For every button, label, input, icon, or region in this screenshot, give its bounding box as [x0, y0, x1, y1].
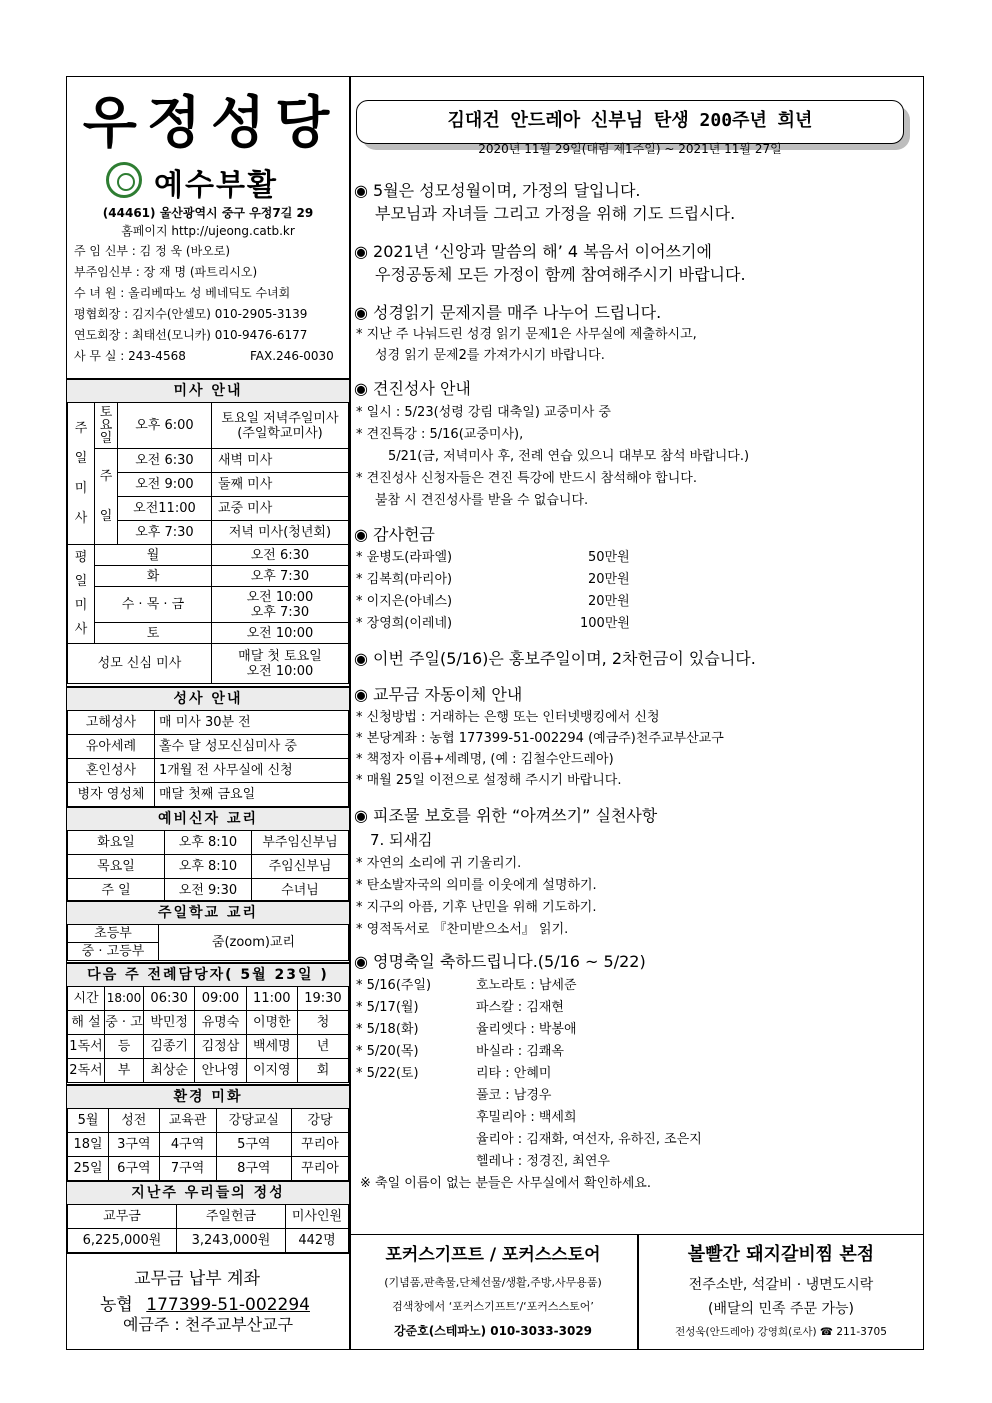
- account-number: 177399-51-002294: [146, 1295, 310, 1315]
- feast-names: 헬레나 : 정경진, 최연우: [476, 1154, 610, 1169]
- offering-value: 3,243,000원: [177, 1229, 286, 1253]
- catechumen-table: [67, 830, 349, 903]
- cleaning-head: 성전: [109, 1109, 160, 1133]
- staff-council: 평협회장 : 김지수(안셀모) 010-2905-3139: [74, 307, 308, 321]
- weekday-time: 오후 7:30: [211, 566, 348, 587]
- weekday-time: 오전 10:00 오후 7:30: [211, 587, 348, 623]
- address: (44461) 울산광역시 중구 우정7길 29: [102, 206, 314, 220]
- catechumen-day: 목요일: [68, 855, 165, 879]
- catechumen-day: 화요일: [68, 831, 165, 855]
- notice-bible-line: 우정공동체 모든 가정이 함께 참여해주시기 바랍니다.: [375, 265, 746, 284]
- thanks-amount: 50만원: [588, 550, 630, 565]
- cleaning-cell: 3구역: [109, 1133, 160, 1157]
- weekday-day: 월: [95, 545, 212, 566]
- ad-left-items: (기념품,판촉물,단체선물/생활,주방,사무용품): [384, 1276, 602, 1289]
- cleaning-cell: 25일: [68, 1157, 109, 1181]
- cleaning-head: 강당교실: [216, 1109, 291, 1133]
- feast-date: * 5/18(화): [356, 1022, 419, 1037]
- offering-head: 주일헌금: [177, 1205, 286, 1229]
- notice-confirmation: ◉ 견진성사 안내: [354, 379, 471, 398]
- liturgy-head: 06:30: [144, 987, 195, 1011]
- liturgy-cell: 중 · 고: [105, 1011, 144, 1035]
- homepage-link[interactable]: 홈페이지 http://ujeong.catb.kr: [121, 224, 295, 238]
- cleaning-cell: 7구역: [159, 1157, 216, 1181]
- liturgy-cell: 부: [105, 1059, 144, 1083]
- liturgy-head: 11:00: [246, 987, 297, 1011]
- feast-date: * 5/20(목): [356, 1044, 419, 1059]
- offering-title: 지난주 우리들의 정성: [67, 1180, 349, 1205]
- staff-assistant: 부주임신부 : 장 재 명 (파트리시오): [74, 265, 258, 279]
- mass-name: 새벽 미사: [211, 449, 348, 473]
- cleaning-cell: 18일: [68, 1133, 109, 1157]
- notice-creation-line: * 영적독서로 『찬미받으소서』 읽기.: [356, 922, 569, 937]
- sacrament-name: 병자 영성체: [68, 783, 155, 807]
- liturgy-cell: 이지영: [246, 1059, 297, 1083]
- weekday-mass-label: 평 일 미 사: [68, 545, 95, 644]
- notice-feasts: ◉ 영명축일 축하드립니다.(5/16 ~ 5/22): [354, 952, 646, 971]
- notice-autopay: ◉ 교무금 자동이체 안내: [354, 685, 523, 704]
- liturgy-cell: 유명숙: [195, 1011, 246, 1035]
- feast-names: 호노라토 : 남세준: [476, 978, 577, 993]
- sacrament-name: 고해성사: [68, 711, 155, 735]
- catechumen-title: 예비신자 교리: [67, 806, 349, 831]
- church-name: 우정성당: [82, 90, 340, 156]
- marian-mass-time: 매달 첫 토요일 오전 10:00: [211, 644, 348, 684]
- catechumen-teacher: 부주임신부님: [252, 831, 349, 855]
- liturgy-cell: 김종기: [144, 1035, 195, 1059]
- liturgy-head: 19:30: [297, 987, 348, 1011]
- mass-time: 오전 9:00: [118, 473, 212, 497]
- liturgy-cell: 김정삼: [195, 1035, 246, 1059]
- thanks-name: * 김복희(마리아): [356, 572, 453, 587]
- ad-right-contact: 전성욱(안드레아) 강영희(로사) ☎ 211-3705: [675, 1326, 887, 1338]
- sacrament-desc: 홀수 달 성모신심미사 중: [155, 735, 349, 759]
- offering-head: 교무금: [68, 1205, 177, 1229]
- feast-names: 율리아 : 김재화, 여선자, 유하진, 조은지: [476, 1132, 702, 1147]
- mass-name: 교중 미사: [211, 497, 348, 521]
- cleaning-cell: 꾸리아: [292, 1133, 349, 1157]
- cleaning-cell: 6구역: [109, 1157, 160, 1181]
- thanks-name: * 이지은(아녜스): [356, 594, 453, 609]
- account-divider: [67, 1252, 349, 1254]
- notice-quiz-line: * 지난 주 나눠드린 성경 읽기 문제1은 사무실에 제출하시고,: [356, 327, 697, 342]
- sunday-school-title: 주일학교 교리: [67, 900, 349, 925]
- church-logo-icon: [106, 162, 142, 198]
- motto-row: [106, 160, 336, 204]
- weekday-time: 오전 10:00: [211, 623, 348, 644]
- cleaning-head: 교육관: [159, 1109, 216, 1133]
- mass-time: 오후 6:00: [118, 403, 212, 449]
- notice-autopay-line: * 매월 25일 이전으로 설정해 주시기 바랍니다.: [356, 773, 622, 788]
- cleaning-cell: 5구역: [216, 1133, 291, 1157]
- staff-pastor: 주 임 신부 : 김 정 욱 (바오로): [74, 244, 231, 258]
- cleaning-cell: 8구역: [216, 1157, 291, 1181]
- liturgy-head: 시간: [68, 987, 105, 1011]
- account-bank: 농협: [100, 1295, 133, 1315]
- offering-table: [67, 1204, 349, 1253]
- liturgy-cell: 청: [297, 1011, 348, 1035]
- cleaning-cell: 꾸리아: [292, 1157, 349, 1181]
- feast-names: 율리엣다 : 박봉애: [476, 1022, 577, 1037]
- column-divider: [349, 76, 351, 1350]
- liturgy-cell: 년: [297, 1035, 348, 1059]
- cleaning-table: [67, 1108, 349, 1181]
- saturday-label: 토 요 일: [95, 403, 118, 449]
- sunday-mass-label: 주 일 미 사: [68, 403, 95, 545]
- mass-time: 오전11:00: [118, 497, 212, 521]
- banner-title: 김대건 안드레아 신부님 탄생 200주년 희년: [447, 110, 813, 131]
- weekday-day: 화: [95, 566, 212, 587]
- cleaning-cell: 4구역: [159, 1133, 216, 1157]
- ad-left-title: 포커스기프트 / 포커스스토어: [385, 1245, 601, 1265]
- notice-bible: ◉ 2021년 ‘신앙과 말씀의 해’ 4 복음서 이어쓰기에: [354, 242, 712, 261]
- banner-dates: 2020년 11월 29일(대림 제1주일) ~ 2021년 11월 27일: [478, 142, 782, 156]
- notice-autopay-line: * 본당계좌 : 농협 177399-51-002294 (예금주)천주교부산교구: [356, 731, 724, 746]
- catechumen-teacher: 수녀님: [252, 879, 349, 903]
- cleaning-head: 5월: [68, 1109, 109, 1133]
- notice-creation-line: * 자연의 소리에 귀 기울리기.: [356, 856, 522, 871]
- notice-thanks: ◉ 감사헌금: [354, 525, 435, 544]
- offering-value: 442명: [286, 1229, 349, 1253]
- liturgy-cell: 등: [105, 1035, 144, 1059]
- thanks-amount: 20만원: [588, 572, 630, 587]
- sunday-school-table: [67, 924, 349, 961]
- liturgy-cell: 2독서: [68, 1059, 105, 1083]
- ad-right-title: 볼빨간 돼지갈비찜 본점: [687, 1244, 875, 1265]
- thanks-amount: 20만원: [588, 594, 630, 609]
- catechumen-time: 오후 8:10: [165, 855, 252, 879]
- liturgy-head: 09:00: [195, 987, 246, 1011]
- liturgy-cell: 해 설: [68, 1011, 105, 1035]
- office-phone: 사 무 실 : 243-4568: [74, 349, 186, 363]
- feast-date: * 5/17(월): [356, 1000, 419, 1015]
- feast-date: * 5/16(주일): [356, 978, 432, 993]
- feast-names: 후밀리아 : 백세희: [476, 1110, 577, 1125]
- feast-names: 풀코 : 남경우: [476, 1088, 552, 1103]
- sacraments-table: [67, 710, 349, 807]
- feast-note: ※ 축일 이름이 없는 분들은 사무실에서 확인하세요.: [360, 1176, 651, 1191]
- catechumen-time: 오후 8:10: [165, 831, 252, 855]
- notice-month: ◉ 5월은 성모성월이며, 가정의 달입니다.: [354, 181, 641, 200]
- notice-creation-item: 7. 되새김: [370, 831, 433, 849]
- feast-names: 리타 : 안혜미: [476, 1066, 552, 1081]
- notice-confirmation-line: 5/21(금, 저녁미사 후, 전례 연습 있으니 대부모 참석 바랍니다.): [388, 449, 750, 464]
- notice-creation: ◉ 피조물 보호를 위한 “아껴쓰기” 실천사항: [354, 806, 658, 825]
- liturgy-cell: 백세명: [246, 1035, 297, 1059]
- notice-creation-line: * 탄소발자국의 의미를 이웃에게 설명하기.: [356, 878, 597, 893]
- sacrament-desc: 매달 첫째 금요일: [155, 783, 349, 807]
- notice-promotion: ◉ 이번 주일(5/16)은 홍보주일이며, 2차헌금이 있습니다.: [354, 649, 756, 668]
- weekday-day: 토: [95, 623, 212, 644]
- liturgy-cell: 안나영: [195, 1059, 246, 1083]
- offering-value: 6,225,000원: [68, 1229, 177, 1253]
- mass-name: 저녁 미사(청년회): [211, 521, 348, 545]
- school-level: 초등부: [68, 925, 159, 943]
- marian-mass-label: 성모 신심 미사: [68, 644, 212, 684]
- liturgy-cell: 회: [297, 1059, 348, 1083]
- weekday-day: 수 · 목 · 금: [95, 587, 212, 623]
- notice-confirmation-line: * 일시 : 5/23(성령 강림 대축일) 교중미사 중: [356, 405, 611, 420]
- cleaning-head: 강당: [292, 1109, 349, 1133]
- liturgy-cell: 이명한: [246, 1011, 297, 1035]
- motto: 예수부활: [154, 168, 278, 203]
- liturgy-cell: 박민정: [144, 1011, 195, 1035]
- account-holder: 예금주 : 천주교부산교구: [122, 1315, 294, 1334]
- notice-creation-line: * 지구의 아픔, 기후 난민을 위해 기도하기.: [356, 900, 597, 915]
- liturgy-title: 다음 주 전례담당자( 5월 23일 ): [67, 962, 349, 987]
- catechumen-teacher: 주임신부님: [252, 855, 349, 879]
- mass-table: [67, 402, 349, 684]
- ads-vdivider: [637, 1234, 639, 1350]
- ad-right-delivery: (배달의 민족 주문 가능): [708, 1301, 854, 1317]
- staff-convent: 수 녀 원 : 올리베따노 성 베네딕도 수녀회: [74, 286, 291, 300]
- thanks-name: * 윤병도(라파엘): [356, 550, 453, 565]
- weekday-time: 오전 6:30: [211, 545, 348, 566]
- feast-names: 파스칼 : 김재현: [476, 1000, 564, 1015]
- liturgy-head: 18:00: [105, 987, 144, 1011]
- sunday-label: 주 일: [95, 449, 118, 545]
- notice-quiz: ◉ 성경읽기 문제지를 매주 나누어 드립니다.: [354, 303, 662, 322]
- mass-name: 토요일 저녁주일미사 (주일학교미사): [211, 403, 348, 449]
- mass-title: 미사 안내: [67, 378, 349, 403]
- notice-confirmation-line: * 견진성사 신청자들은 견진 특강에 반드시 참석해야 합니다.: [356, 471, 697, 486]
- notice-autopay-line: * 신청방법 : 거래하는 은행 또는 인터넷뱅킹에서 신청: [356, 710, 660, 725]
- thanks-amount: 100만원: [580, 616, 630, 631]
- ad-left-contact: 강준호(스테파노) 010-3033-3029: [393, 1324, 593, 1338]
- liturgy-cell: 최상순: [144, 1059, 195, 1083]
- notice-quiz-line: 성경 읽기 문제2를 가져가시기 바랍니다.: [375, 348, 605, 363]
- liturgy-table: [67, 986, 349, 1083]
- sacrament-name: 혼인성사: [68, 759, 155, 783]
- school-desc: 줌(zoom)교리: [159, 925, 349, 961]
- liturgy-cell: 1독서: [68, 1035, 105, 1059]
- mass-time: 오후 7:30: [118, 521, 212, 545]
- catechumen-time: 오전 9:30: [165, 879, 252, 903]
- feast-names: 바실라 : 김쾌옥: [476, 1044, 564, 1059]
- sacrament-desc: 매 미사 30분 전: [155, 711, 349, 735]
- staff-yeondo: 연도회장 : 최태선(모니카) 010-9476-6177: [74, 328, 308, 342]
- notice-confirmation-line: * 견진특강 : 5/16(교중미사),: [356, 427, 524, 442]
- notice-month-line: 부모님과 자녀들 그리고 가정을 위해 기도 드립시다.: [375, 204, 736, 223]
- ad-left-search: 검색창에서 ‘포커스기프트’/‘포커스스토어’: [392, 1300, 594, 1313]
- sacraments-title: 성사 안내: [67, 686, 349, 711]
- ad-right-menu: 전주소반, 석갈비 · 냉면도시락: [688, 1277, 874, 1293]
- notice-confirmation-line: 불참 시 견진성사를 받을 수 없습니다.: [375, 493, 589, 508]
- catechumen-day: 주 일: [68, 879, 165, 903]
- feast-date: * 5/22(토): [356, 1066, 419, 1081]
- office-fax: FAX.246-0030: [250, 349, 334, 363]
- mass-time: 오전 6:30: [118, 449, 212, 473]
- notice-autopay-line: * 책정자 이름+세례명, (예 : 김철수안드레아): [356, 752, 614, 767]
- offering-head: 미사인원: [286, 1205, 349, 1229]
- mass-name: 둘째 미사: [211, 473, 348, 497]
- school-level: 중 · 고등부: [68, 943, 159, 961]
- cleaning-title: 환경 미화: [67, 1084, 349, 1109]
- sacrament-desc: 1개월 전 사무실에 신청: [155, 759, 349, 783]
- account-title: 교무금 납부 계좌: [134, 1269, 260, 1289]
- thanks-name: * 장영희(이레네): [356, 616, 453, 631]
- sacrament-name: 유아세례: [68, 735, 155, 759]
